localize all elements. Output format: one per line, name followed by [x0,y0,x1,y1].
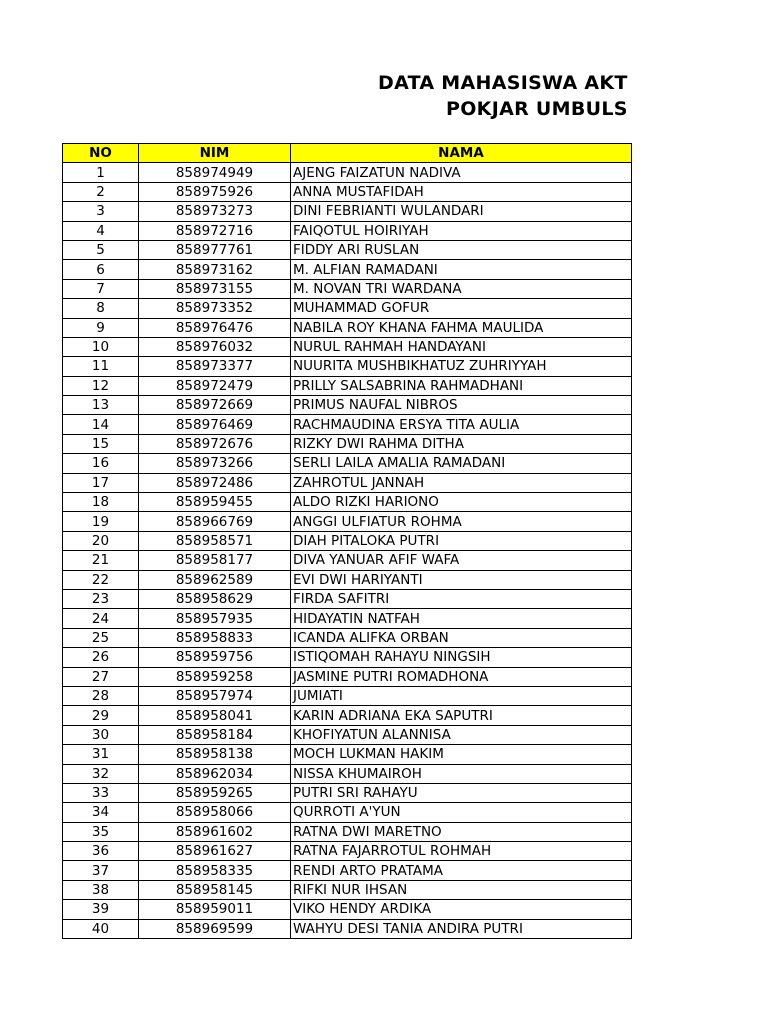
nim-cell: 858959756 [139,648,291,667]
table-row [63,473,632,492]
table-row [63,512,632,531]
row-number-cell: 11 [63,357,139,376]
nim-cell: 858959011 [139,900,291,919]
table-row [63,163,632,182]
name-cell: ISTIQOMAH RAHAYU NINGSIH [291,648,632,667]
row-number-cell: 13 [63,396,139,415]
name-cell: RENDI ARTO PRATAMA [291,861,632,880]
nim-cell: 858973377 [139,357,291,376]
nim-cell: 858959455 [139,493,291,512]
table-row [63,221,632,240]
name-cell: NURUL RAHMAH HANDAYANI [291,337,632,356]
table-row [63,337,632,356]
table-row [63,434,632,453]
name-cell: NABILA ROY KHANA FAHMA MAULIDA [291,318,632,337]
document-title [0,0,632,130]
nim-cell: 858958184 [139,725,291,744]
name-cell: NUURITA MUSHBIKHATUZ ZUHRIYYAH [291,357,632,376]
row-number-cell: 37 [63,861,139,880]
name-cell: ANNA MUSTAFIDAH [291,182,632,201]
nim-cell: 858959258 [139,667,291,686]
name-cell: RATNA FAJARROTUL ROHMAH [291,842,632,861]
table-row [63,686,632,705]
nim-cell: 858976476 [139,318,291,337]
table-body [63,163,632,939]
nim-cell: 858959265 [139,783,291,802]
name-cell: RIFKI NUR IHSAN [291,880,632,899]
name-cell: WAHYU DESI TANIA ANDIRA PUTRI [291,919,632,938]
nim-cell: 858958833 [139,628,291,647]
nim-cell: 858973352 [139,299,291,318]
table-row [63,880,632,899]
row-number-cell: 23 [63,589,139,608]
row-number-cell: 8 [63,299,139,318]
nim-cell: 858966769 [139,512,291,531]
table-row [63,609,632,628]
name-cell: RATNA DWI MARETNO [291,822,632,841]
table-header-row [63,144,632,163]
name-cell: M. ALFIAN RAMADANI [291,260,632,279]
table-row [63,764,632,783]
table-row [63,842,632,861]
row-number-cell: 15 [63,434,139,453]
row-number-cell: 27 [63,667,139,686]
header-nama: NAMA [291,144,632,163]
nim-cell: 858958138 [139,745,291,764]
table-row [63,279,632,298]
nim-cell: 858972486 [139,473,291,492]
name-cell: VIKO HENDY ARDIKA [291,900,632,919]
row-number-cell: 3 [63,202,139,221]
title-line-1: DATA MAHASISWA AKT [378,72,628,94]
nim-cell: 858969599 [139,919,291,938]
table-row [63,783,632,802]
nim-cell: 858958335 [139,861,291,880]
row-number-cell: 5 [63,240,139,259]
row-number-cell: 12 [63,376,139,395]
row-number-cell: 36 [63,842,139,861]
student-table [62,143,632,939]
table-row [63,648,632,667]
row-number-cell: 38 [63,880,139,899]
nim-cell: 858972669 [139,396,291,415]
nim-cell: 858972716 [139,221,291,240]
name-cell: M. NOVAN TRI WARDANA [291,279,632,298]
nim-cell: 858973273 [139,202,291,221]
table-row [63,299,632,318]
title-line-2: POKJAR UMBULS [446,98,628,120]
nim-cell: 858958177 [139,551,291,570]
name-cell: DIAH PITALOKA PUTRI [291,531,632,550]
name-cell: PRIMUS NAUFAL NIBROS [291,396,632,415]
nim-cell: 858972479 [139,376,291,395]
table-row [63,745,632,764]
name-cell: ZAHROTUL JANNAH [291,473,632,492]
table-row [63,202,632,221]
table-row [63,260,632,279]
row-number-cell: 19 [63,512,139,531]
row-number-cell: 14 [63,415,139,434]
name-cell: FAIQOTUL HOIRIYAH [291,221,632,240]
table-row [63,919,632,938]
row-number-cell: 33 [63,783,139,802]
nim-cell: 858958145 [139,880,291,899]
table-row [63,182,632,201]
name-cell: SERLI LAILA AMALIA RAMADANI [291,454,632,473]
name-cell: MOCH LUKMAN HAKIM [291,745,632,764]
nim-cell: 858974949 [139,163,291,182]
row-number-cell: 7 [63,279,139,298]
nim-cell: 858961602 [139,822,291,841]
row-number-cell: 16 [63,454,139,473]
row-number-cell: 35 [63,822,139,841]
nim-cell: 858958066 [139,803,291,822]
table-row [63,628,632,647]
name-cell: DINI FEBRIANTI WULANDARI [291,202,632,221]
row-number-cell: 30 [63,725,139,744]
nim-cell: 858958041 [139,706,291,725]
row-number-cell: 25 [63,628,139,647]
name-cell: ANGGI ULFIATUR ROHMA [291,512,632,531]
row-number-cell: 10 [63,337,139,356]
nim-cell: 858973155 [139,279,291,298]
name-cell: NISSA KHUMAIROH [291,764,632,783]
table-row [63,493,632,512]
header-no: NO [63,144,139,163]
nim-cell: 858976032 [139,337,291,356]
row-number-cell: 40 [63,919,139,938]
table-row [63,376,632,395]
row-number-cell: 21 [63,551,139,570]
name-cell: EVI DWI HARIYANTI [291,570,632,589]
name-cell: JASMINE PUTRI ROMADHONA [291,667,632,686]
nim-cell: 858961627 [139,842,291,861]
name-cell: DIVA YANUAR AFIF WAFA [291,551,632,570]
table-row [63,570,632,589]
table-row [63,531,632,550]
table-row [63,667,632,686]
name-cell: QURROTI A'YUN [291,803,632,822]
row-number-cell: 39 [63,900,139,919]
name-cell: RIZKY DWI RAHMA DITHA [291,434,632,453]
row-number-cell: 9 [63,318,139,337]
row-number-cell: 28 [63,686,139,705]
table-row [63,706,632,725]
nim-cell: 858957974 [139,686,291,705]
name-cell: RACHMAUDINA ERSYA TITA AULIA [291,415,632,434]
row-number-cell: 24 [63,609,139,628]
nim-cell: 858958629 [139,589,291,608]
name-cell: KARIN ADRIANA EKA SAPUTRI [291,706,632,725]
table-row [63,415,632,434]
table-row [63,357,632,376]
name-cell: HIDAYATIN NATFAH [291,609,632,628]
row-number-cell: 29 [63,706,139,725]
row-number-cell: 2 [63,182,139,201]
name-cell: ALDO RIZKI HARIONO [291,493,632,512]
row-number-cell: 20 [63,531,139,550]
nim-cell: 858962034 [139,764,291,783]
nim-cell: 858973162 [139,260,291,279]
nim-cell: 858977761 [139,240,291,259]
header-nim: NIM [139,144,291,163]
table-row [63,454,632,473]
row-number-cell: 6 [63,260,139,279]
table-row [63,318,632,337]
name-cell: PRILLY SALSABRINA RAHMADHANI [291,376,632,395]
row-number-cell: 26 [63,648,139,667]
name-cell: JUMIATI [291,686,632,705]
name-cell: FIDDY ARI RUSLAN [291,240,632,259]
table-row [63,240,632,259]
name-cell: PUTRI SRI RAHAYU [291,783,632,802]
table-row [63,396,632,415]
nim-cell: 858975926 [139,182,291,201]
table-row [63,861,632,880]
name-cell: KHOFIYATUN ALANNISA [291,725,632,744]
nim-cell: 858962589 [139,570,291,589]
table-row [63,822,632,841]
row-number-cell: 18 [63,493,139,512]
nim-cell: 858976469 [139,415,291,434]
table-row [63,900,632,919]
name-cell: MUHAMMAD GOFUR [291,299,632,318]
row-number-cell: 17 [63,473,139,492]
row-number-cell: 22 [63,570,139,589]
table-row [63,725,632,744]
table-row [63,589,632,608]
nim-cell: 858972676 [139,434,291,453]
row-number-cell: 4 [63,221,139,240]
name-cell: ICANDA ALIFKA ORBAN [291,628,632,647]
row-number-cell: 34 [63,803,139,822]
row-number-cell: 1 [63,163,139,182]
row-number-cell: 32 [63,764,139,783]
row-number-cell: 31 [63,745,139,764]
nim-cell: 858957935 [139,609,291,628]
nim-cell: 858958571 [139,531,291,550]
table-row [63,551,632,570]
nim-cell: 858973266 [139,454,291,473]
table-row [63,803,632,822]
name-cell: FIRDA SAFITRI [291,589,632,608]
name-cell: AJENG FAIZATUN NADIVA [291,163,632,182]
